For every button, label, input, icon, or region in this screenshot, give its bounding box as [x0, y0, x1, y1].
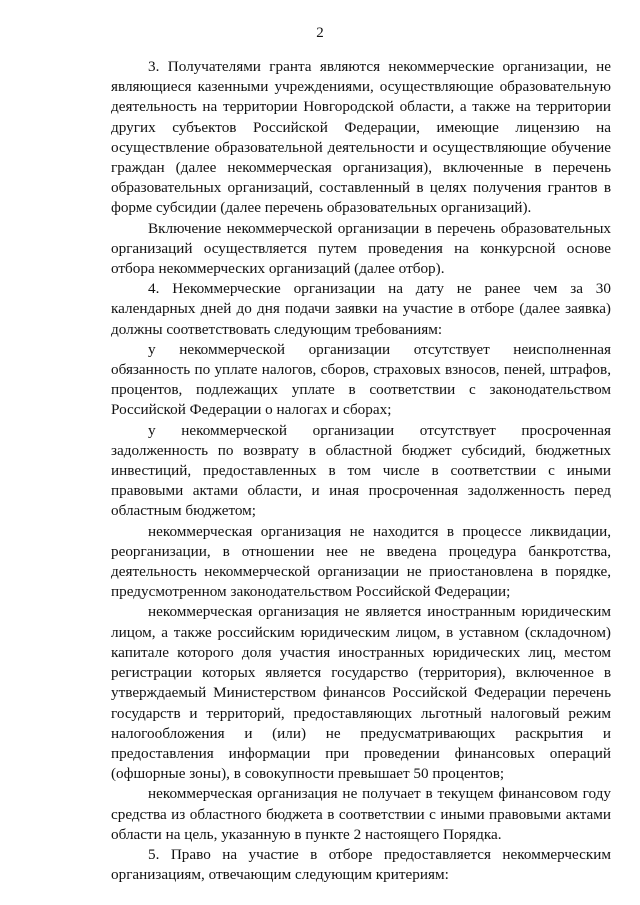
requirement-not-in-liquidation: некоммерческая организация не находится в процессе ликвидации, реорганизации, в отношении нее не введена процедура банкротства, деятельность некоммерческой организации не приостановлена в порядке, предусмотренном законодательством Российской Федерации; — [111, 522, 611, 601]
requirement-no-overdue-debt: у некоммерческой организации отсутствует просроченная задолженность по возврату в областной бюджет субсидий, бюджетных инвестиций, предоставленных в том числе в соответствии с иными правовыми актами области, и иная просроченная задолженность перед областным бюджетом; — [111, 421, 611, 520]
paragraph-selection-inclusion: Включение некоммерческой организации в перечень образовательных организаций осуществляется путем проведения на конкурсной основе отбора некоммерческих организаций (далее отбор). — [111, 219, 611, 278]
requirement-no-tax-debt: у некоммерческой организации отсутствует неисполненная обязанность по уплате налогов, сборов, страховых взносов, пеней, штрафов, процентов, подлежащих уплате в соответствии с законодательством Российской Федерации о налогах и сборах; — [111, 340, 611, 419]
paragraph-3-grant-recipients: 3. Получателями гранта являются некоммерческие организации, не являющиеся казенными учреждениями, осуществляющие образовательную деятельность на территории Новгородской области, а также на территории других субъектов Российской Федерации, имеющие лицензию на осуществление образовательной деятельности и осуществляющие обучение граждан (далее некоммерческая организация), включенные в перечень образовательных организаций, составленный в целях получения грантов в форме субсидии (далее перечень образовательных организаций). — [111, 58, 611, 217]
document-body — [111, 57, 611, 885]
requirement-not-foreign-entity: некоммерческая организация не является иностранным юридическим лицом, а также российским юридическим лицом, в уставном (складочном) капитале которого доля участия иностранных юридических лиц, местом регистрации которых является государство (территория), включенное в утверждаемый Министерством финансов Российской Федерации перечень государств и территорий, предоставляющих льготный налоговый режим налогообложения и (или) не предусматривающих раскрытия и предоставления информации при проведении финансовых операций (офшорные зоны), в совокупности превышает 50 процентов; — [111, 603, 611, 783]
page-number: 2 — [316, 25, 324, 41]
paragraph-4-requirements: 4. Некоммерческие организации на дату не ранее чем за 30 календарных дней до дня подачи заявки на участие в отборе (далее заявка) должны соответствовать следующим требованиям: — [111, 280, 611, 338]
paragraph-5-criteria: 5. Право на участие в отборе предоставляется некоммерческим организациям, отвечающим следующим критериям: — [111, 845, 611, 884]
requirement-no-other-funding: некоммерческая организация не получает в текущем финансовом году средства из областного бюджета в соответствии с иными правовыми актами области на цель, указанную в пункте 2 настоящего Порядка. — [111, 785, 611, 843]
